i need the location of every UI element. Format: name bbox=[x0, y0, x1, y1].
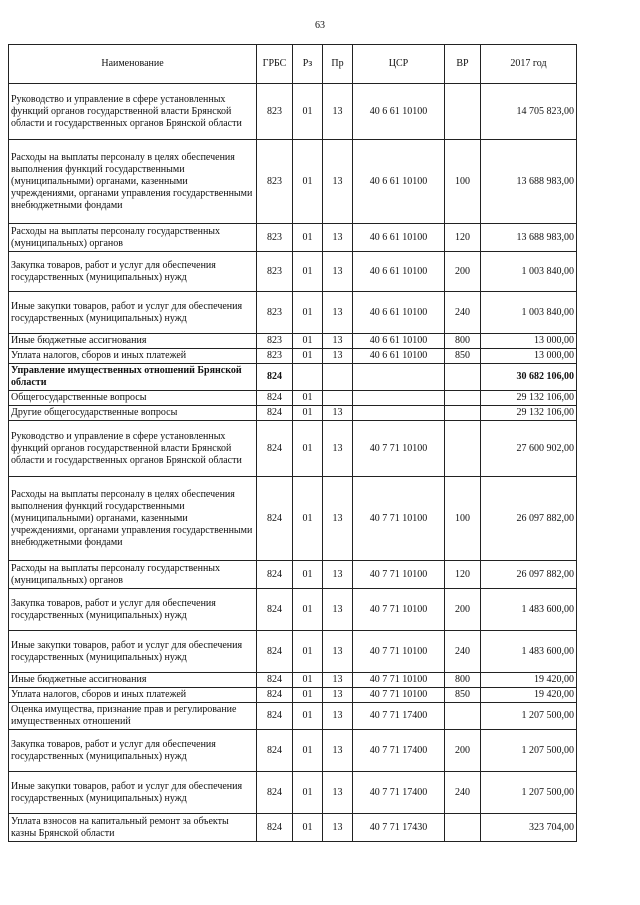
table-row bbox=[9, 688, 577, 703]
cell-grbs: 823 bbox=[257, 84, 293, 140]
cell-vr: 850 bbox=[445, 688, 481, 703]
cell-amount: 29 132 106,00 bbox=[481, 406, 577, 421]
table-row bbox=[9, 477, 577, 561]
cell-csr: 40 7 71 10100 bbox=[353, 477, 445, 561]
cell-pr: 13 bbox=[323, 84, 353, 140]
cell-amount: 14 705 823,00 bbox=[481, 84, 577, 140]
cell-pr: 13 bbox=[323, 406, 353, 421]
cell-amount: 1 207 500,00 bbox=[481, 730, 577, 772]
cell-pr: 13 bbox=[323, 421, 353, 477]
table-row bbox=[9, 364, 577, 391]
cell-name: Уплата налогов, сборов и иных платежей bbox=[9, 688, 257, 703]
cell-name: Руководство и управление в сфере установленных функций органов государственной власти Брянской области и государственных органов Брянской области bbox=[9, 421, 257, 477]
cell-name: Оценка имущества, признание прав и регулирование имущественных отношений bbox=[9, 703, 257, 730]
cell-csr: 40 7 71 10100 bbox=[353, 421, 445, 477]
cell-grbs: 824 bbox=[257, 391, 293, 406]
cell-rz: 01 bbox=[293, 224, 323, 252]
cell-rz: 01 bbox=[293, 589, 323, 631]
header-rz: Рз bbox=[293, 45, 323, 84]
cell-rz: 01 bbox=[293, 631, 323, 673]
cell-csr: 40 7 71 10100 bbox=[353, 561, 445, 589]
cell-grbs: 824 bbox=[257, 561, 293, 589]
table-row bbox=[9, 730, 577, 772]
cell-rz: 01 bbox=[293, 140, 323, 224]
cell-name: Руководство и управление в сфере установленных функций органов государственной власти Брянской области и государственных органов Брянской области bbox=[9, 84, 257, 140]
cell-csr bbox=[353, 364, 445, 391]
table-body bbox=[9, 84, 577, 842]
cell-csr: 40 6 61 10100 bbox=[353, 349, 445, 364]
cell-name: Иные закупки товаров, работ и услуг для обеспечения государственных (муниципальных) нужд bbox=[9, 292, 257, 334]
cell-pr: 13 bbox=[323, 252, 353, 292]
cell-pr: 13 bbox=[323, 703, 353, 730]
header-year-2017: 2017 год bbox=[481, 45, 577, 84]
cell-csr: 40 7 71 10100 bbox=[353, 589, 445, 631]
cell-amount: 26 097 882,00 bbox=[481, 477, 577, 561]
cell-amount: 26 097 882,00 bbox=[481, 561, 577, 589]
header-csr: ЦСР bbox=[353, 45, 445, 84]
cell-name: Закупка товаров, работ и услуг для обеспечения государственных (муниципальных) нужд bbox=[9, 252, 257, 292]
cell-vr: 240 bbox=[445, 292, 481, 334]
cell-vr bbox=[445, 406, 481, 421]
cell-amount: 13 688 983,00 bbox=[481, 140, 577, 224]
cell-amount: 1 483 600,00 bbox=[481, 589, 577, 631]
cell-rz: 01 bbox=[293, 703, 323, 730]
cell-vr bbox=[445, 421, 481, 477]
table-row bbox=[9, 334, 577, 349]
cell-csr: 40 6 61 10100 bbox=[353, 252, 445, 292]
cell-amount: 1 483 600,00 bbox=[481, 631, 577, 673]
table-row bbox=[9, 772, 577, 814]
cell-csr: 40 7 71 17400 bbox=[353, 772, 445, 814]
cell-name: Расходы на выплаты персоналу в целях обеспечения выполнения функций государственными (муниципальными) органами, казенными учреждениями, органами управления государственными внебюджетными фондами bbox=[9, 140, 257, 224]
cell-csr: 40 7 71 17430 bbox=[353, 814, 445, 842]
cell-vr bbox=[445, 84, 481, 140]
cell-pr: 13 bbox=[323, 349, 353, 364]
table-row bbox=[9, 673, 577, 688]
cell-pr: 13 bbox=[323, 814, 353, 842]
cell-grbs: 824 bbox=[257, 631, 293, 673]
cell-vr: 800 bbox=[445, 673, 481, 688]
cell-pr: 13 bbox=[323, 673, 353, 688]
cell-grbs: 823 bbox=[257, 334, 293, 349]
cell-pr: 13 bbox=[323, 292, 353, 334]
cell-csr: 40 7 71 17400 bbox=[353, 730, 445, 772]
cell-csr: 40 7 71 17400 bbox=[353, 703, 445, 730]
cell-rz: 01 bbox=[293, 406, 323, 421]
cell-amount: 1 003 840,00 bbox=[481, 292, 577, 334]
cell-csr: 40 6 61 10100 bbox=[353, 334, 445, 349]
cell-grbs: 824 bbox=[257, 421, 293, 477]
cell-vr: 120 bbox=[445, 561, 481, 589]
cell-pr: 13 bbox=[323, 477, 353, 561]
header-name: Наименование bbox=[9, 45, 257, 84]
cell-csr bbox=[353, 391, 445, 406]
cell-name: Уплата взносов на капитальный ремонт за объекты казны Брянской области bbox=[9, 814, 257, 842]
cell-name: Закупка товаров, работ и услуг для обеспечения государственных (муниципальных) нужд bbox=[9, 589, 257, 631]
cell-name: Другие общегосударственные вопросы bbox=[9, 406, 257, 421]
header-pr: Пр bbox=[323, 45, 353, 84]
table-row bbox=[9, 349, 577, 364]
cell-amount: 30 682 106,00 bbox=[481, 364, 577, 391]
table-row bbox=[9, 252, 577, 292]
cell-name: Расходы на выплаты персоналу государственных (муниципальных) органов bbox=[9, 224, 257, 252]
cell-rz: 01 bbox=[293, 477, 323, 561]
cell-vr: 850 bbox=[445, 349, 481, 364]
cell-name: Иные закупки товаров, работ и услуг для обеспечения государственных (муниципальных) нужд bbox=[9, 631, 257, 673]
cell-grbs: 824 bbox=[257, 772, 293, 814]
header-grbs: ГРБС bbox=[257, 45, 293, 84]
cell-pr bbox=[323, 364, 353, 391]
cell-rz: 01 bbox=[293, 391, 323, 406]
header-vr: ВР bbox=[445, 45, 481, 84]
cell-rz bbox=[293, 364, 323, 391]
cell-name: Иные бюджетные ассигнования bbox=[9, 673, 257, 688]
cell-rz: 01 bbox=[293, 334, 323, 349]
cell-name: Уплата налогов, сборов и иных платежей bbox=[9, 349, 257, 364]
cell-grbs: 824 bbox=[257, 730, 293, 772]
cell-grbs: 823 bbox=[257, 292, 293, 334]
cell-csr: 40 6 61 10100 bbox=[353, 84, 445, 140]
cell-pr: 13 bbox=[323, 730, 353, 772]
cell-vr: 200 bbox=[445, 252, 481, 292]
cell-vr bbox=[445, 391, 481, 406]
table-row bbox=[9, 631, 577, 673]
cell-grbs: 824 bbox=[257, 589, 293, 631]
table-row bbox=[9, 561, 577, 589]
cell-amount: 27 600 902,00 bbox=[481, 421, 577, 477]
table-row bbox=[9, 589, 577, 631]
cell-amount: 1 207 500,00 bbox=[481, 703, 577, 730]
cell-vr: 240 bbox=[445, 631, 481, 673]
cell-amount: 323 704,00 bbox=[481, 814, 577, 842]
cell-name: Расходы на выплаты персоналу государственных (муниципальных) органов bbox=[9, 561, 257, 589]
cell-grbs: 824 bbox=[257, 406, 293, 421]
cell-amount: 19 420,00 bbox=[481, 673, 577, 688]
table-row bbox=[9, 406, 577, 421]
cell-rz: 01 bbox=[293, 292, 323, 334]
cell-amount: 29 132 106,00 bbox=[481, 391, 577, 406]
cell-grbs: 823 bbox=[257, 224, 293, 252]
cell-vr bbox=[445, 703, 481, 730]
cell-rz: 01 bbox=[293, 730, 323, 772]
cell-pr: 13 bbox=[323, 334, 353, 349]
cell-csr: 40 6 61 10100 bbox=[353, 140, 445, 224]
cell-grbs: 824 bbox=[257, 364, 293, 391]
cell-rz: 01 bbox=[293, 814, 323, 842]
cell-rz: 01 bbox=[293, 421, 323, 477]
cell-rz: 01 bbox=[293, 673, 323, 688]
cell-rz: 01 bbox=[293, 772, 323, 814]
table-row bbox=[9, 421, 577, 477]
budget-table bbox=[8, 44, 577, 842]
cell-vr: 100 bbox=[445, 477, 481, 561]
cell-vr: 240 bbox=[445, 772, 481, 814]
cell-vr bbox=[445, 364, 481, 391]
cell-rz: 01 bbox=[293, 84, 323, 140]
cell-vr: 800 bbox=[445, 334, 481, 349]
cell-amount: 13 000,00 bbox=[481, 349, 577, 364]
cell-amount: 13 000,00 bbox=[481, 334, 577, 349]
table-row bbox=[9, 391, 577, 406]
cell-csr: 40 7 71 10100 bbox=[353, 688, 445, 703]
cell-grbs: 824 bbox=[257, 688, 293, 703]
cell-grbs: 823 bbox=[257, 349, 293, 364]
cell-name: Иные закупки товаров, работ и услуг для обеспечения государственных (муниципальных) нужд bbox=[9, 772, 257, 814]
cell-name: Расходы на выплаты персоналу в целях обеспечения выполнения функций государственными (муниципальными) органами, казенными учреждениями, органами управления государственными внебюджетными фондами bbox=[9, 477, 257, 561]
cell-pr: 13 bbox=[323, 561, 353, 589]
table-row bbox=[9, 224, 577, 252]
page-number: 63 bbox=[315, 20, 325, 31]
cell-csr: 40 7 71 10100 bbox=[353, 631, 445, 673]
table-header-row bbox=[9, 45, 577, 84]
table-row bbox=[9, 140, 577, 224]
cell-grbs: 824 bbox=[257, 477, 293, 561]
cell-amount: 1 003 840,00 bbox=[481, 252, 577, 292]
cell-grbs: 824 bbox=[257, 814, 293, 842]
cell-vr bbox=[445, 814, 481, 842]
cell-pr: 13 bbox=[323, 140, 353, 224]
cell-name: Общегосударственные вопросы bbox=[9, 391, 257, 406]
table-row bbox=[9, 292, 577, 334]
cell-rz: 01 bbox=[293, 561, 323, 589]
cell-pr: 13 bbox=[323, 688, 353, 703]
cell-vr: 120 bbox=[445, 224, 481, 252]
cell-grbs: 823 bbox=[257, 252, 293, 292]
cell-vr: 200 bbox=[445, 730, 481, 772]
cell-csr: 40 6 61 10100 bbox=[353, 224, 445, 252]
cell-csr: 40 7 71 10100 bbox=[353, 673, 445, 688]
cell-rz: 01 bbox=[293, 252, 323, 292]
cell-grbs: 823 bbox=[257, 140, 293, 224]
cell-amount: 13 688 983,00 bbox=[481, 224, 577, 252]
cell-name: Иные бюджетные ассигнования bbox=[9, 334, 257, 349]
cell-grbs: 824 bbox=[257, 673, 293, 688]
cell-rz: 01 bbox=[293, 349, 323, 364]
cell-name: Управление имущественных отношений Брянской области bbox=[9, 364, 257, 391]
table-row bbox=[9, 814, 577, 842]
cell-pr: 13 bbox=[323, 772, 353, 814]
cell-name: Закупка товаров, работ и услуг для обеспечения государственных (муниципальных) нужд bbox=[9, 730, 257, 772]
cell-pr bbox=[323, 391, 353, 406]
cell-pr: 13 bbox=[323, 589, 353, 631]
table-row bbox=[9, 703, 577, 730]
cell-rz: 01 bbox=[293, 688, 323, 703]
cell-grbs: 824 bbox=[257, 703, 293, 730]
cell-csr: 40 6 61 10100 bbox=[353, 292, 445, 334]
table-row bbox=[9, 84, 577, 140]
cell-pr: 13 bbox=[323, 631, 353, 673]
cell-vr: 200 bbox=[445, 589, 481, 631]
cell-csr bbox=[353, 406, 445, 421]
cell-vr: 100 bbox=[445, 140, 481, 224]
cell-amount: 1 207 500,00 bbox=[481, 772, 577, 814]
cell-amount: 19 420,00 bbox=[481, 688, 577, 703]
cell-pr: 13 bbox=[323, 224, 353, 252]
